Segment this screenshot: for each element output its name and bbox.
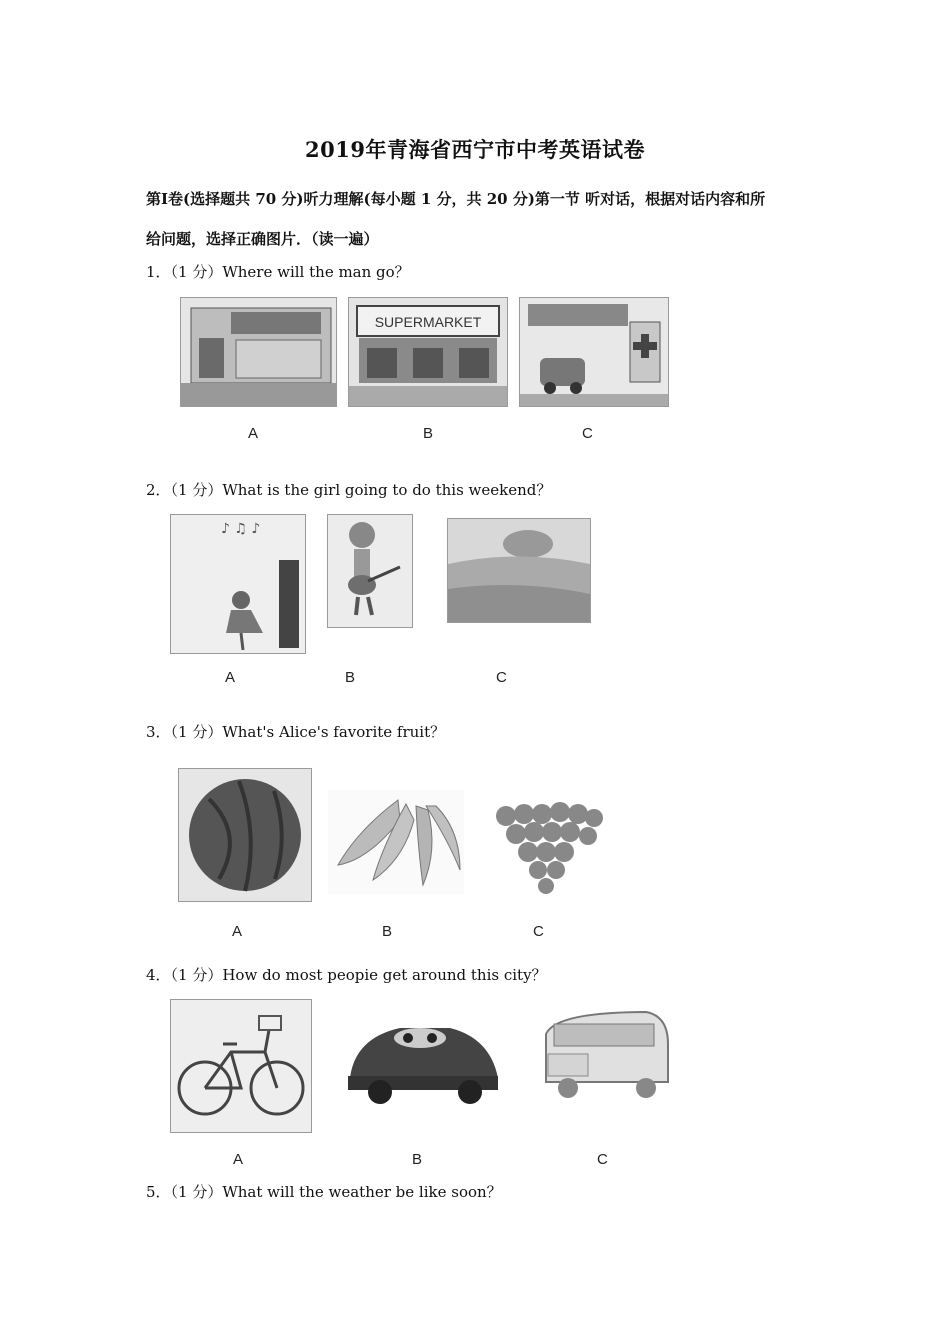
q3-label-b: B <box>382 923 393 940</box>
section-instructions-line1: 第Ⅰ卷(选择题共 70 分)听力理解(每小题 1 分，共 20 分)第一节 听对话，根据对话内容和所 <box>146 190 766 208</box>
section-instructions-line2: 给问题，选择正确图片．（读一遍） <box>146 230 379 248</box>
q4-option-c-image <box>536 1004 672 1108</box>
question-3-text: 3．（1 分）What's Alice's favorite fruit？ <box>146 723 446 741</box>
question-2-text: 2．（1 分）What is the girl going to do this weekend？ <box>146 481 552 499</box>
car-icon <box>340 1008 505 1108</box>
hospital-icon <box>520 298 668 406</box>
q4-label-c: C <box>597 1151 608 1168</box>
q1-label-b: B <box>423 425 434 442</box>
bus-icon <box>536 1004 672 1108</box>
piano-playing-icon <box>171 515 305 653</box>
q2-label-c: C <box>496 669 507 686</box>
page-title: 2019年青海省西宁市中考英语试卷 <box>305 137 645 162</box>
q1-label-c: C <box>582 425 593 442</box>
q3-label-c: C <box>533 923 544 940</box>
q4-label-b: B <box>412 1151 423 1168</box>
q3-label-a: A <box>232 923 243 940</box>
grass-field-icon <box>448 519 590 622</box>
q2-label-a: A <box>225 669 236 686</box>
q2-option-a-image <box>170 514 306 654</box>
q3-option-a-image <box>178 768 312 902</box>
question-4-text: 4．（1 分）How do most peopie get around this city？ <box>146 966 547 984</box>
q2-label-b: B <box>345 669 356 686</box>
q4-option-b-image <box>340 1008 505 1108</box>
question-1-text: 1．（1 分）Where will the man go？ <box>146 263 410 281</box>
guitar-girl-icon <box>328 515 412 627</box>
supermarket-icon <box>349 298 507 406</box>
svg-text:♪ ♫ ♪: ♪ ♫ ♪ <box>221 521 261 537</box>
q3-option-c-image <box>486 796 608 896</box>
grapes-icon <box>486 796 608 896</box>
q4-option-a-image <box>170 999 312 1133</box>
bicycle-icon <box>171 1000 311 1132</box>
watermelon-icon <box>179 769 311 901</box>
q1-option-a-image <box>180 297 337 407</box>
q1-label-a: A <box>248 425 259 442</box>
q1-option-b-image <box>348 297 508 407</box>
question-5-text: 5．（1 分）What will the weather be like soon？ <box>146 1183 502 1201</box>
q1-option-c-image <box>519 297 669 407</box>
q2-option-b-image <box>327 514 413 628</box>
q3-option-b-image <box>328 790 464 894</box>
q4-label-a: A <box>233 1151 244 1168</box>
office-building-icon <box>181 298 336 406</box>
supermarket-sign-text: SUPERMARKET <box>374 314 482 330</box>
q2-option-c-image <box>447 518 591 623</box>
bananas-icon <box>328 790 464 894</box>
